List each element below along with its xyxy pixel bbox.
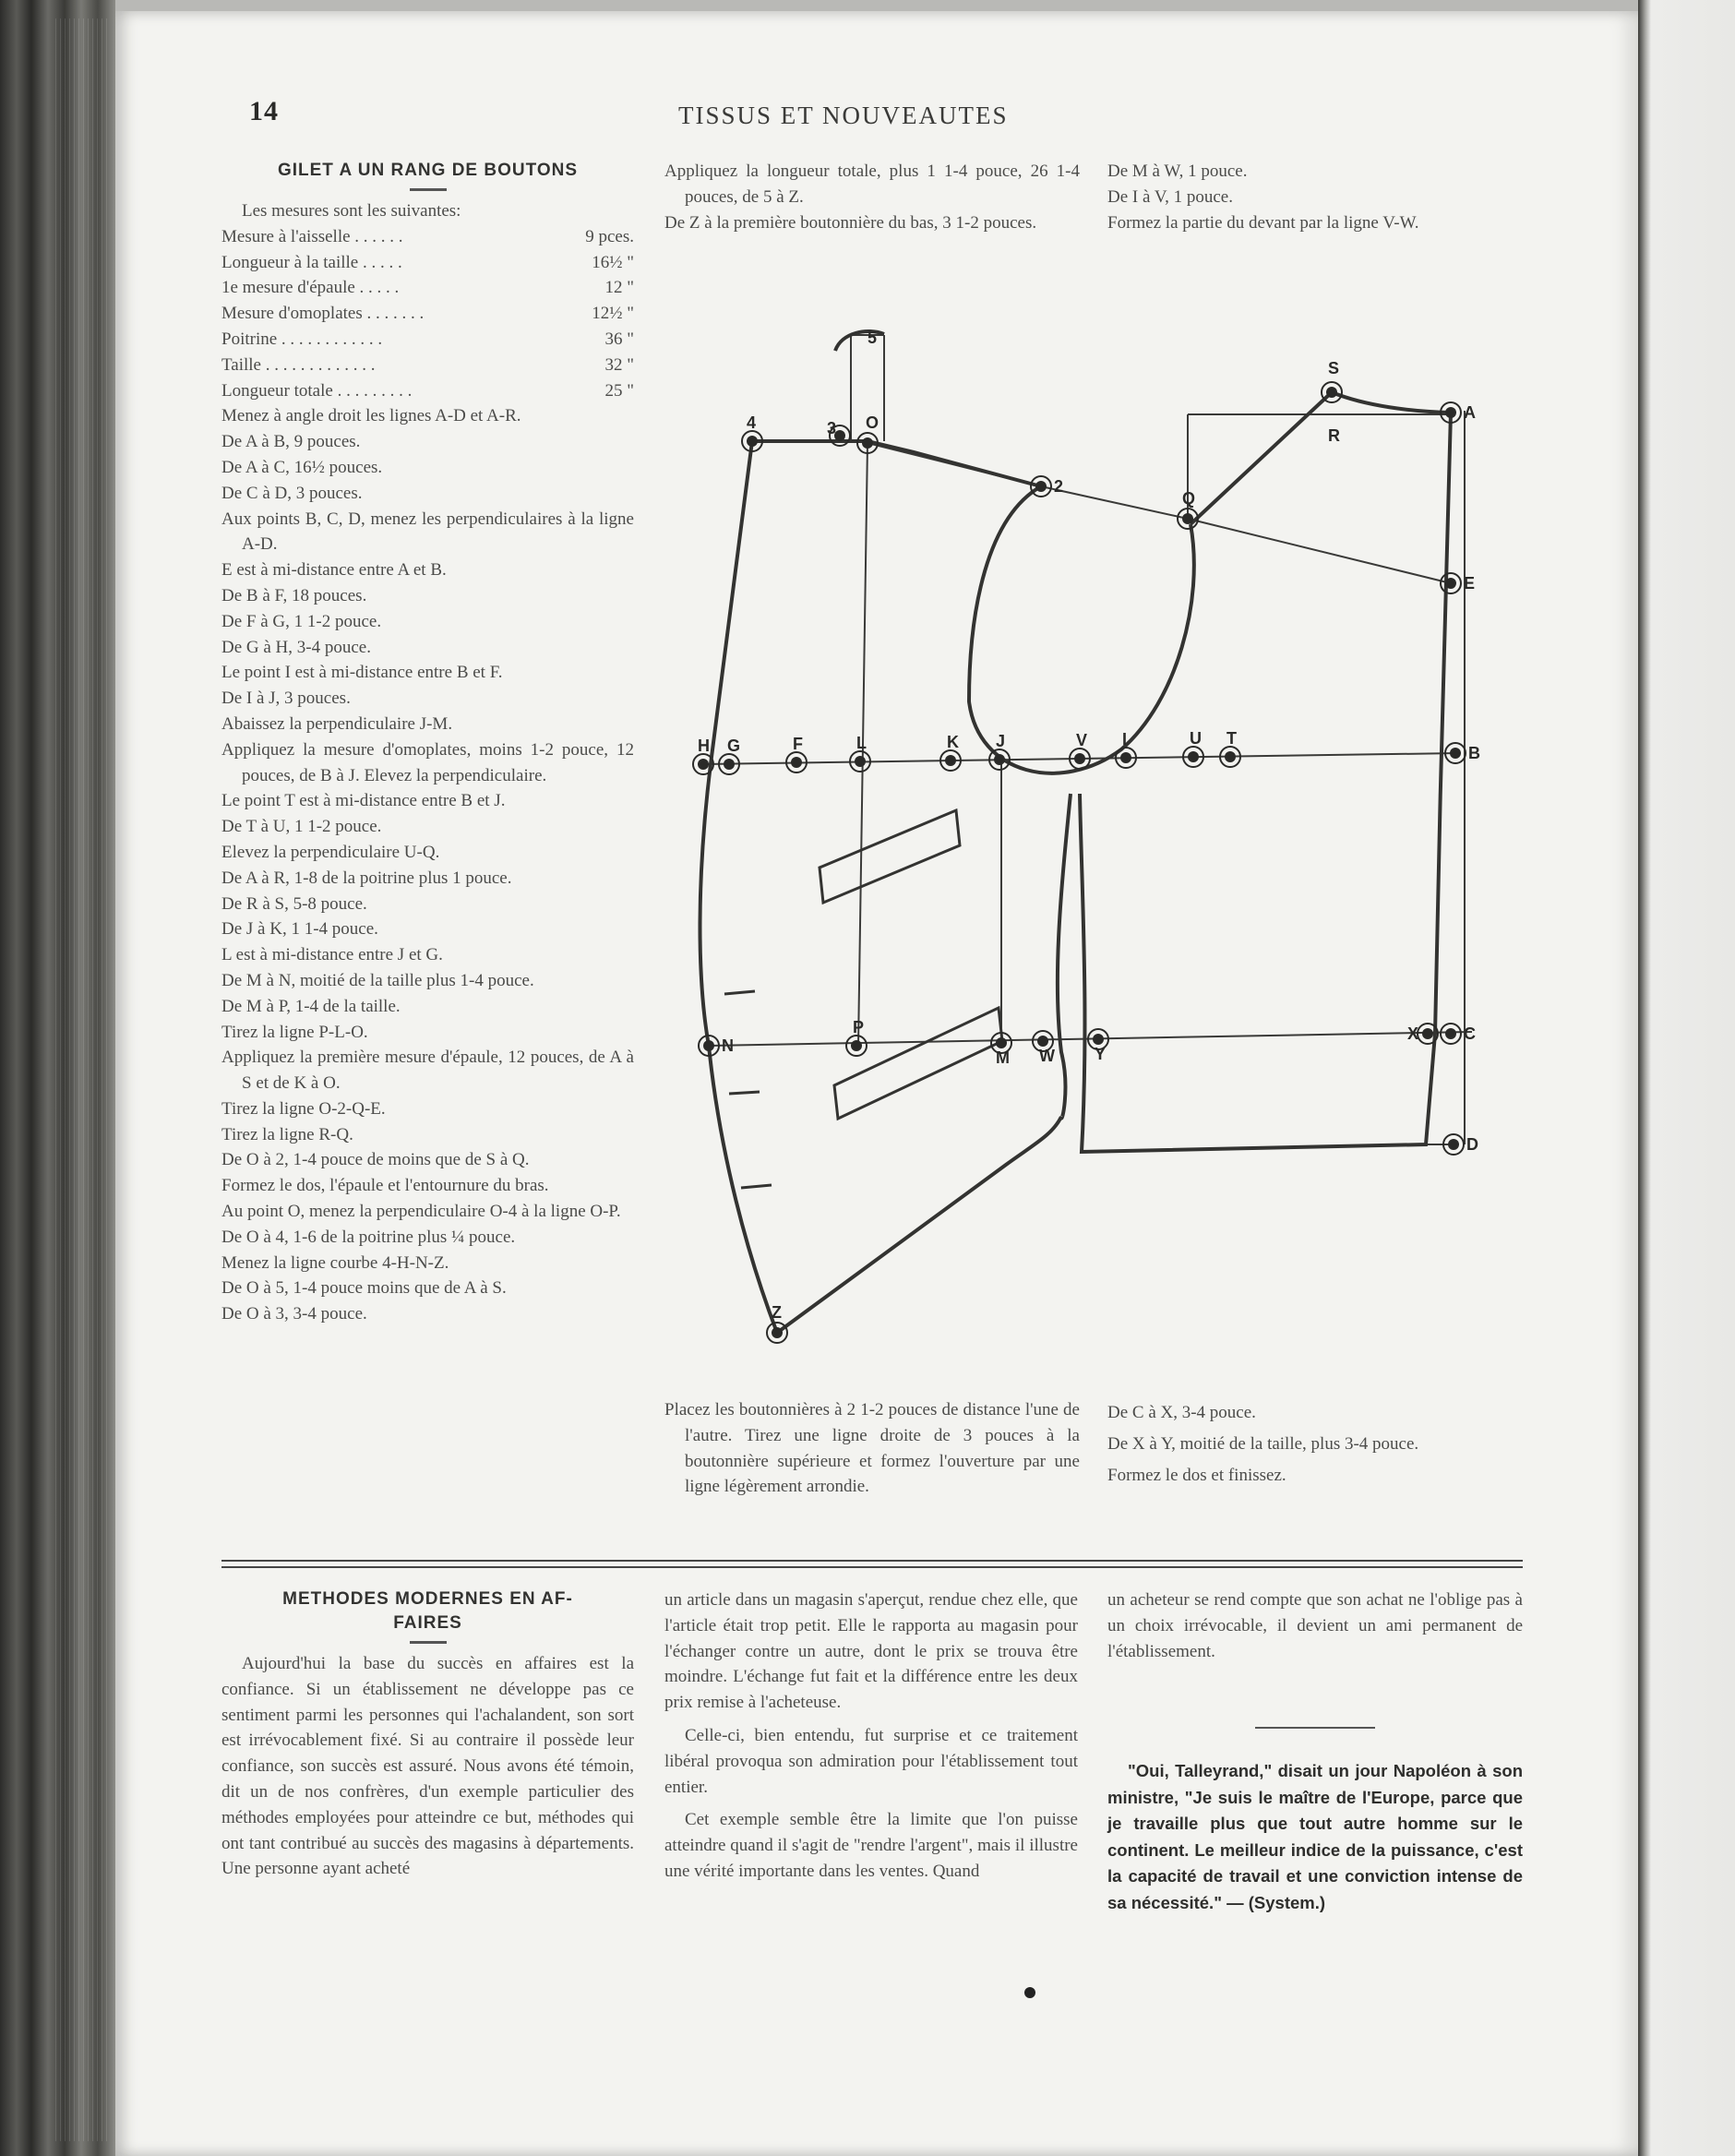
steps-list bbox=[221, 403, 634, 1327]
measure-value: 32 " bbox=[604, 354, 634, 375]
point-dot bbox=[1120, 752, 1131, 763]
page-number: 14 bbox=[249, 96, 279, 126]
instruction-text: De I à V, 1 pouce. bbox=[1107, 186, 1233, 207]
construction-step: De T à U, 1 1-2 pouce. bbox=[221, 817, 382, 837]
point-dot bbox=[862, 437, 873, 449]
instruction-text: Placez les boutonnières à 2 1-2 pouces de distance l'une de l'autre. Tirez une ligne droite de 3 pouces à la boutonnière supérieure et formez l'ouverture par une ligne légèrement arrondie. bbox=[664, 1400, 1080, 1497]
point-dot bbox=[1422, 1028, 1433, 1039]
point-label-f: F bbox=[793, 735, 803, 753]
construction-step: Aux points B, C, D, menez les perpendiculaires à la ligne A-D. bbox=[221, 509, 634, 555]
point-label-l: L bbox=[856, 734, 867, 752]
point-label-i: I bbox=[1122, 730, 1128, 749]
construction-step: De A à R, 1-8 de la poitrine plus 1 pouce. bbox=[221, 868, 512, 888]
point-dot bbox=[996, 1037, 1007, 1048]
measure-value: 12½ " bbox=[592, 304, 634, 324]
measure-value: 25 " bbox=[604, 380, 634, 401]
construction-step: Menez à angle droit les lignes A-D et A-R. bbox=[221, 406, 521, 426]
point-label-x: X bbox=[1407, 1024, 1419, 1043]
construction-step: Tirez la ligne R-Q. bbox=[221, 1124, 353, 1144]
measure-label: Mesure à l'aisselle . . . . . . bbox=[221, 226, 403, 246]
measure-label: 1e mesure d'épaule . . . . . bbox=[221, 278, 400, 298]
article2-paragraph: Aujourd'hui la base du succès en affaires est la confiance. Si un établissement ne développe pas ce sentiment parmi les personnes qui l'achalandent, son sort est irrévocablement fixé. Si au contraire il possède leur confiance, son succès est assuré. Nous avons été témoin, dit un de nos confrères, d'un exemple particulier des méthodes employées pour atteindre ce but, méthodes qui ont tant contribué au succès des magasins à départements. Une personne ayant acheté bbox=[221, 1654, 634, 1879]
point-dot bbox=[1035, 481, 1047, 492]
article1-column-right-top bbox=[1107, 159, 1523, 235]
instruction-text: De M à W, 1 pouce. bbox=[1107, 162, 1248, 181]
point-dot bbox=[724, 759, 735, 770]
point-dot bbox=[772, 1327, 783, 1338]
running-title: TISSUS ET NOUVEAUTES bbox=[678, 102, 1009, 129]
vest-pattern-diagram bbox=[683, 314, 1514, 1357]
point-label-s: S bbox=[1328, 359, 1340, 377]
construction-step: Elevez la perpendiculaire U-Q. bbox=[221, 842, 440, 862]
construction-step: De O à 4, 1-6 de la poitrine plus ¼ pouce. bbox=[221, 1227, 516, 1247]
construction-step: Le point T est à mi-distance entre B et J. bbox=[221, 791, 506, 811]
construction-step: De C à D, 3 pouces. bbox=[221, 483, 363, 503]
construction-step: Le point I est à mi-distance entre B et F. bbox=[221, 663, 503, 683]
point-label-m: M bbox=[996, 1048, 1010, 1067]
construction-points bbox=[693, 382, 1466, 1343]
construction-step: E est à mi-distance entre A et B. bbox=[221, 560, 447, 581]
article2-heading-line1: METHODES MODERNES EN AF- bbox=[282, 1589, 573, 1609]
point-dot bbox=[698, 759, 709, 770]
instruction-text: Formez la partie du devant par la ligne V-W. bbox=[1107, 212, 1419, 233]
article2-paragraph: un article dans un magasin s'aperçut, rendue chez elle, que l'article était trop petit. Elle le rapporta au magasin pour l'échanger contre un autre, dont le prix se trouva être moindre. L'échange fut fait et la différence entre les deux prix remise à l'acheteuse. bbox=[664, 1590, 1078, 1713]
article1-column-middle-bottom bbox=[664, 1397, 1080, 1500]
article2-paragraph: un acheteur se rend compte que son achat ne l'oblige pas à un choix irrévocable, il devient un ami permanent de l'établissement. bbox=[1107, 1590, 1523, 1661]
point-dot bbox=[855, 756, 866, 767]
point-dot bbox=[1037, 1036, 1048, 1047]
point-dot bbox=[791, 757, 802, 768]
point-label-e: E bbox=[1464, 574, 1476, 593]
heading-dash bbox=[410, 1641, 447, 1644]
measure-label: Taille . . . . . . . . . . . . . bbox=[221, 354, 376, 375]
article2-heading bbox=[221, 1587, 634, 1635]
point-label-5: 5 bbox=[868, 329, 878, 347]
article2-heading-line2: FAIRES bbox=[393, 1613, 462, 1633]
book-spine bbox=[0, 0, 115, 2156]
construction-step: Abaissez la perpendiculaire J-M. bbox=[221, 713, 453, 734]
construction-step: Au point O, menez la perpendiculaire O-4 à la ligne O-P. bbox=[221, 1202, 621, 1222]
measures-intro: Les mesures sont les suivantes: bbox=[242, 201, 461, 221]
point-label-p: P bbox=[853, 1018, 865, 1036]
point-dot bbox=[1225, 751, 1236, 762]
measure-label: Poitrine . . . . . . . . . . . . bbox=[221, 329, 383, 349]
construction-step: L est à mi-distance entre J et G. bbox=[221, 945, 443, 965]
point-label-t: T bbox=[1226, 729, 1237, 748]
construction-step: De F à G, 1 1-2 pouce. bbox=[221, 611, 382, 631]
point-dot bbox=[1074, 753, 1085, 764]
quote-block bbox=[1107, 1758, 1523, 1916]
construction-lines bbox=[703, 335, 1472, 1144]
point-dot bbox=[994, 754, 1005, 765]
measure-row bbox=[221, 275, 634, 301]
measure-row bbox=[221, 250, 634, 276]
construction-step: De G à H, 3-4 pouce. bbox=[221, 637, 371, 657]
article2-column-middle bbox=[664, 1587, 1078, 1885]
point-label-3: 3 bbox=[827, 419, 837, 437]
point-dot bbox=[1445, 578, 1456, 589]
construction-step: Tirez la ligne P-L-O. bbox=[221, 1022, 368, 1042]
article2-column-right bbox=[1107, 1587, 1523, 1664]
point-dot bbox=[1445, 1028, 1456, 1039]
point-dot bbox=[747, 436, 758, 447]
point-dot bbox=[1448, 1139, 1459, 1150]
point-dot bbox=[1445, 407, 1456, 418]
construction-step: De J à K, 1 1-4 pouce. bbox=[221, 919, 378, 940]
point-label-b: B bbox=[1468, 744, 1480, 762]
point-dot bbox=[1093, 1034, 1104, 1045]
article1-column-right-bottom bbox=[1107, 1397, 1523, 1491]
article2-column-left bbox=[221, 1587, 634, 1882]
article2-paragraph: Cet exemple semble être la limite que l'on puisse atteindre quand il s'agit de "rendre l'argent", mais il illustre une vérité importante dans les ventes. Quand bbox=[664, 1810, 1078, 1881]
point-label-a: A bbox=[1464, 403, 1476, 422]
point-dot bbox=[851, 1040, 862, 1051]
construction-step: Tirez la ligne O-2-Q-E. bbox=[221, 1098, 386, 1119]
measure-row bbox=[221, 353, 634, 378]
point-label-c: C bbox=[1464, 1024, 1476, 1043]
article1-column-middle-top bbox=[664, 159, 1080, 235]
quote-separator bbox=[1255, 1727, 1375, 1729]
point-label-u: U bbox=[1190, 729, 1202, 748]
construction-step: Appliquez la première mesure d'épaule, 12 pouces, de A à S et de K à O. bbox=[221, 1048, 634, 1094]
construction-step: De A à B, 9 pouces. bbox=[221, 432, 361, 452]
measure-row bbox=[221, 327, 634, 353]
point-label-v: V bbox=[1076, 731, 1088, 749]
measure-label: Longueur totale . . . . . . . . . bbox=[221, 380, 413, 401]
page-edges bbox=[55, 18, 111, 2141]
point-label-z: Z bbox=[772, 1303, 782, 1322]
buttonhole-marks bbox=[724, 991, 772, 1188]
measure-value: 36 " bbox=[604, 329, 634, 349]
point-label-k: K bbox=[947, 733, 959, 751]
measure-label: Mesure d'omoplates . . . . . . . bbox=[221, 304, 425, 324]
measures-list bbox=[221, 224, 634, 404]
point-dot bbox=[1326, 387, 1337, 398]
napoleon-quote: "Oui, Talleyrand," disait un jour Napoléon à son ministre, "Je suis le maître de l'Europe, parce que je travaille plus que tout autre homme sur le continent. Le meilleur indice de la puissance, c'est la capacité de travail et une conviction intense de sa nécessité." — (System.) bbox=[1107, 1761, 1523, 1912]
point-dot bbox=[945, 755, 956, 766]
measure-row bbox=[221, 224, 634, 250]
construction-step: De R à S, 5-8 pouce. bbox=[221, 893, 367, 914]
page-dot bbox=[1024, 1987, 1035, 1998]
point-label-r: R bbox=[1328, 426, 1340, 445]
point-label-h: H bbox=[698, 737, 710, 755]
construction-step: Appliquez la mesure d'omoplates, moins 1-2 pouce, 12 pouces, de B à J. Elevez la perpendiculaire. bbox=[221, 739, 634, 785]
construction-step: De O à 2, 1-4 pouce de moins que de S à Q. bbox=[221, 1150, 530, 1170]
construction-step: De B à F, 18 pouces. bbox=[221, 585, 367, 605]
point-label-n: N bbox=[722, 1036, 734, 1055]
point-labels bbox=[698, 329, 1480, 1322]
point-label-2: 2 bbox=[1054, 477, 1064, 496]
point-label-4: 4 bbox=[747, 413, 757, 432]
article2-paragraph: Celle-ci, bien entendu, fut surprise et ce traitement libéral provoqua son admiration pour l'établissement tout entier. bbox=[664, 1725, 1078, 1797]
section-rule-top bbox=[221, 1560, 1523, 1562]
construction-step: De I à J, 3 pouces. bbox=[221, 689, 351, 709]
point-label-w: W bbox=[1039, 1047, 1055, 1065]
point-dot bbox=[1450, 748, 1461, 759]
facing-page-edge bbox=[1638, 0, 1735, 2156]
instruction-text: De Z à la première boutonnière du bas, 3 1-2 pouces. bbox=[664, 212, 1037, 233]
measure-value: 12 " bbox=[604, 278, 634, 298]
measure-value: 16½ " bbox=[592, 252, 634, 272]
instruction-text: Appliquez la longueur totale, plus 1 1-4 pouce, 26 1-4 pouces, de 5 à Z. bbox=[664, 162, 1080, 207]
article1-heading: GILET A UN RANG DE BOUTONS bbox=[277, 161, 579, 180]
construction-step: De O à 5, 1-4 pouce moins que de A à S. bbox=[221, 1278, 507, 1299]
heading-dash bbox=[410, 188, 447, 191]
point-label-g: G bbox=[727, 737, 741, 755]
point-dot bbox=[703, 1040, 714, 1051]
measure-row bbox=[221, 378, 634, 404]
article1-column-left bbox=[221, 159, 634, 1327]
construction-step: De A à C, 16½ pouces. bbox=[221, 457, 383, 477]
pockets bbox=[820, 810, 1002, 1119]
point-label-q: Q bbox=[1182, 489, 1196, 508]
construction-step: De O à 3, 3-4 pouce. bbox=[221, 1304, 367, 1324]
construction-step: Formez le dos, l'épaule et l'entournure du bras. bbox=[221, 1176, 549, 1196]
measure-value: 9 pces. bbox=[585, 226, 634, 246]
construction-step: De M à P, 1-4 de la taille. bbox=[221, 996, 401, 1016]
point-label-o: O bbox=[866, 413, 879, 432]
measure-label: Longueur à la taille . . . . . bbox=[221, 252, 402, 272]
section-rule-bottom bbox=[221, 1566, 1523, 1568]
measure-row bbox=[221, 301, 634, 327]
instruction-text: Formez le dos et finissez. bbox=[1107, 1466, 1286, 1485]
point-dot bbox=[1188, 751, 1199, 762]
construction-step: De M à N, moitié de la taille plus 1-4 pouce. bbox=[221, 970, 534, 990]
point-dot bbox=[1182, 513, 1193, 524]
pattern-outline bbox=[700, 331, 1451, 1333]
construction-step: Menez la ligne courbe 4-H-N-Z. bbox=[221, 1252, 449, 1273]
point-label-j: J bbox=[996, 732, 1006, 750]
point-label-d: D bbox=[1466, 1135, 1478, 1154]
instruction-text: De C à X, 3-4 pouce. bbox=[1107, 1403, 1256, 1422]
point-label-y: Y bbox=[1095, 1045, 1107, 1063]
instruction-text: De X à Y, moitié de la taille, plus 3-4 pouce. bbox=[1107, 1434, 1419, 1454]
